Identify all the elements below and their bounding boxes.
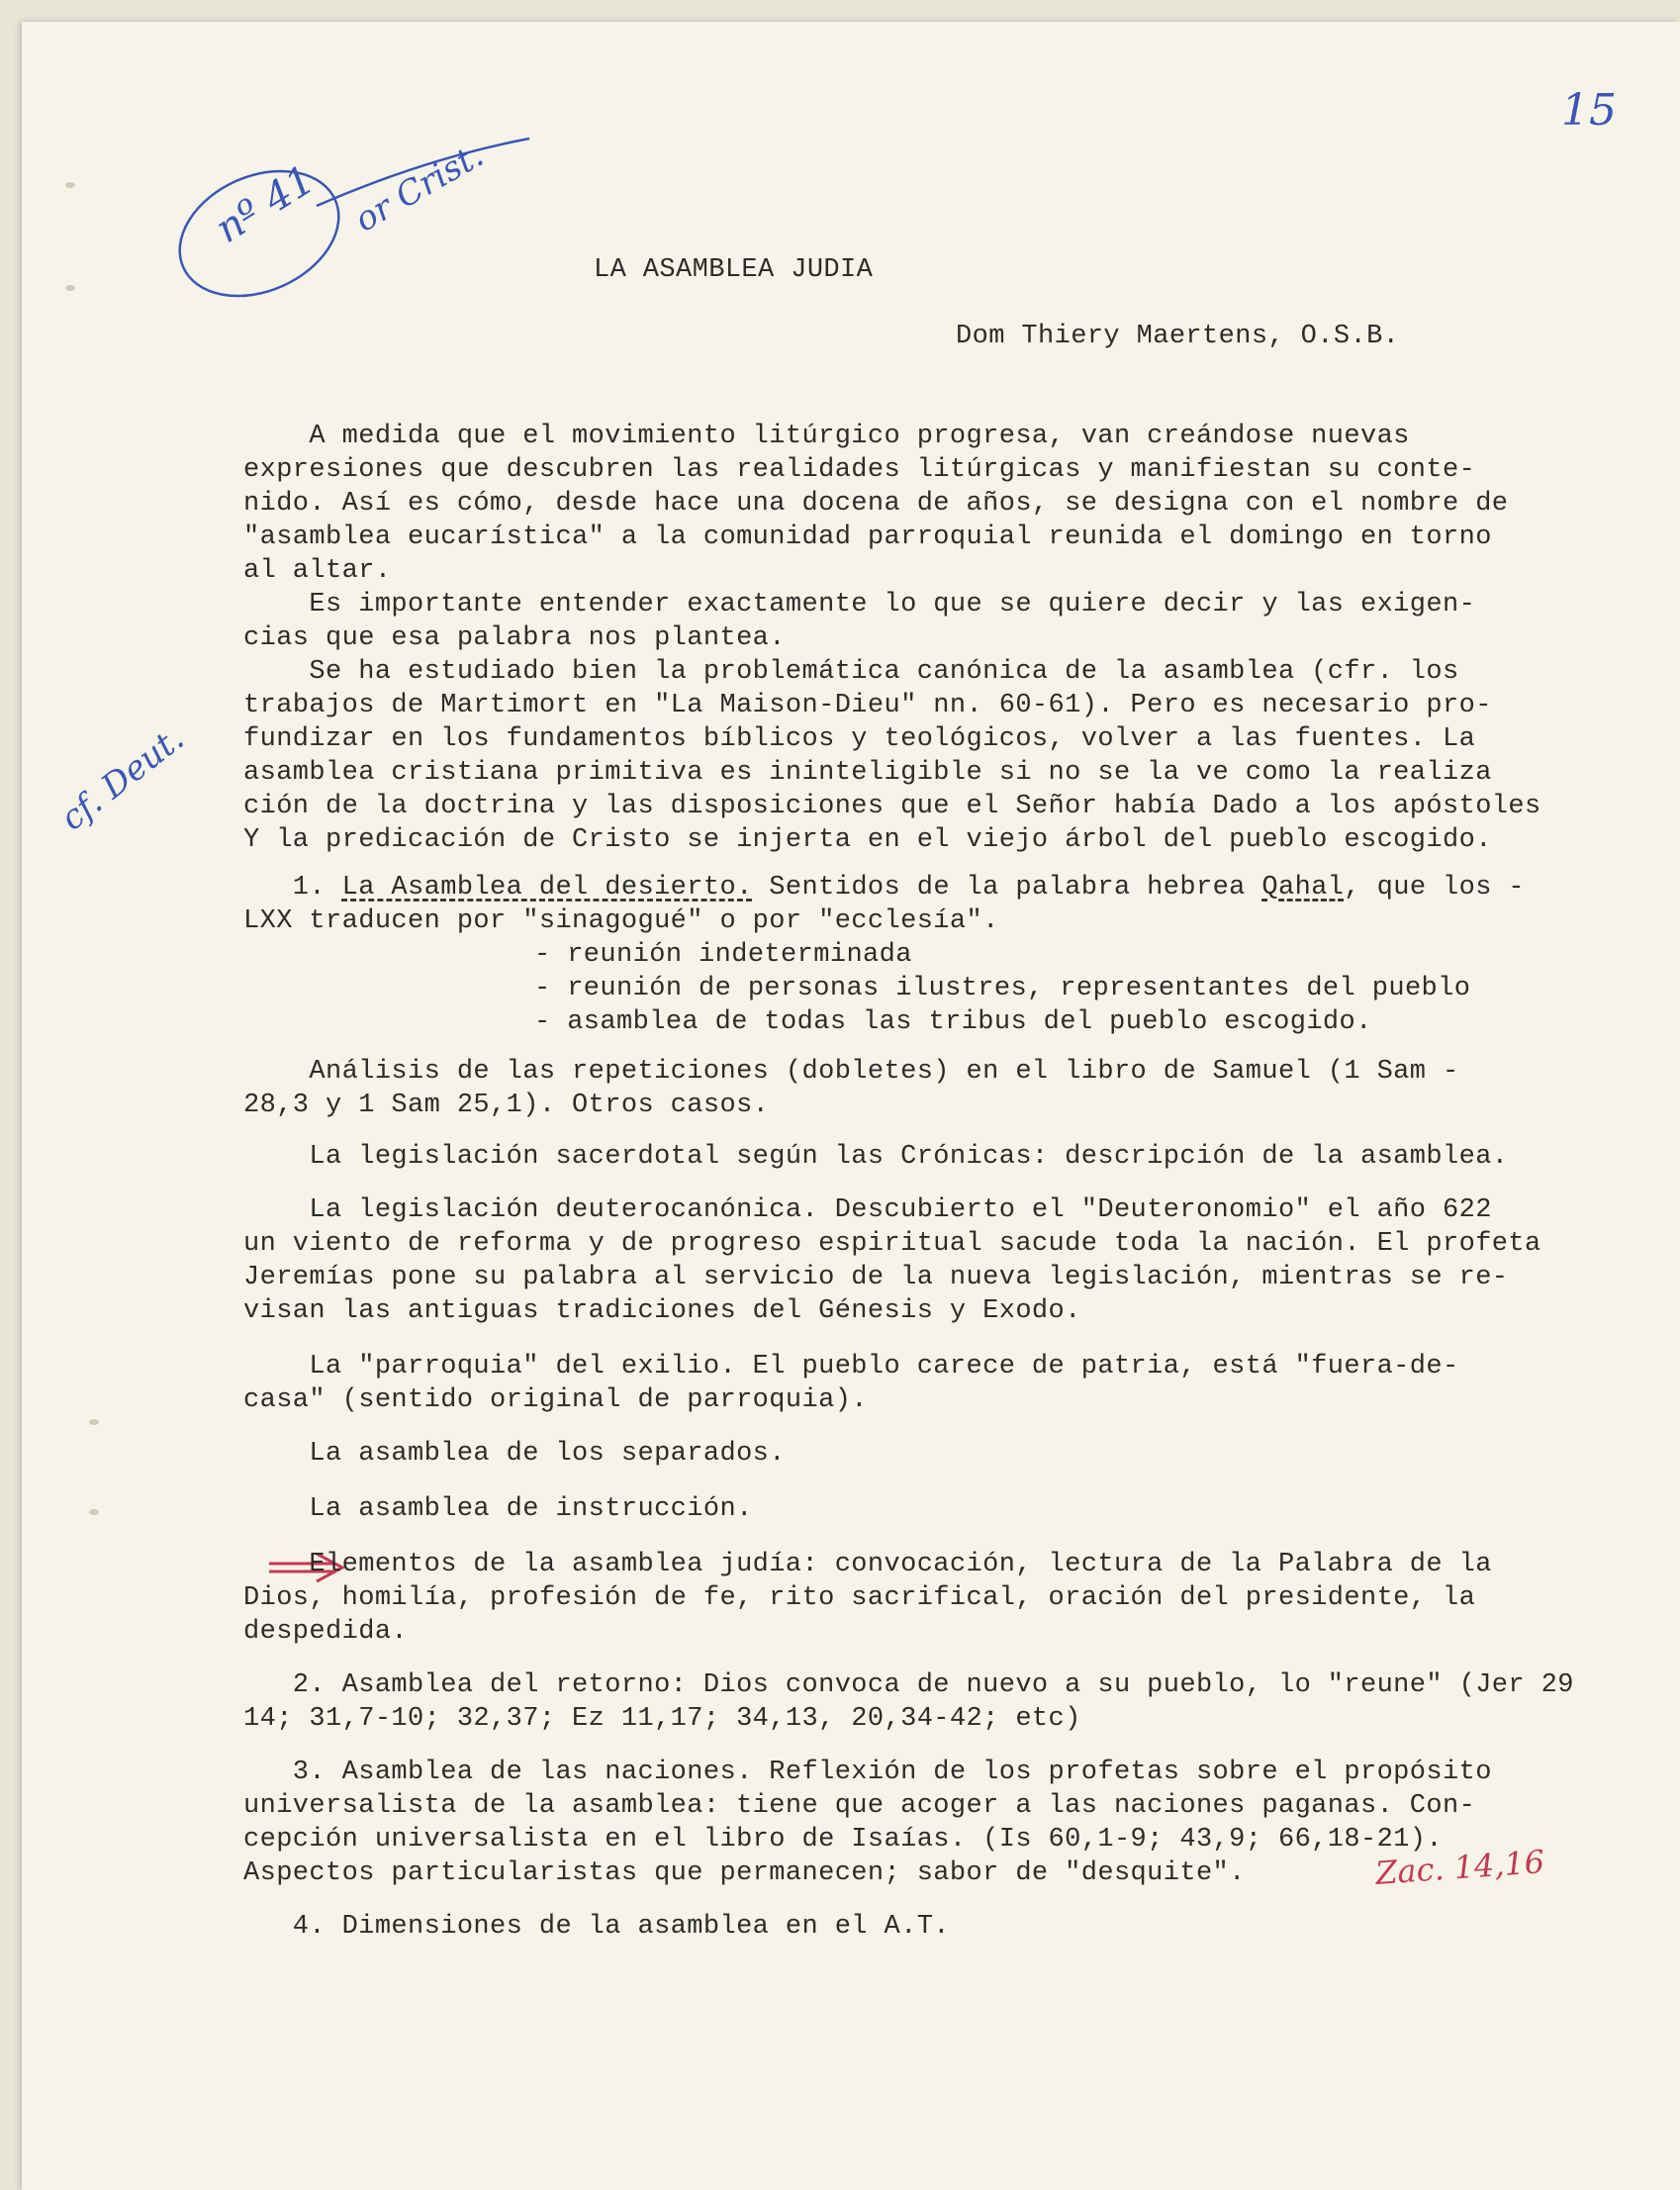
paragraph-line: un viento de reforma y de progreso espiritual sacude toda la nación. El profeta [243, 1229, 1541, 1259]
paragraph-line: 14; 31,7-10; 32,37; Ez 11,17; 34,13, 20,34-42; etc) [243, 1704, 1081, 1734]
bullet-item: - asamblea de todas las tribus del pueblo escogido. [534, 1007, 1372, 1037]
paragraph-line: Elementos de la asamblea judía: convocación, lectura de la Palabra de la [243, 1550, 1492, 1579]
section-1-line [243, 871, 1525, 905]
intro-line: Es importante entender exactamente lo que se quiere decir y las exigen- [243, 590, 1476, 619]
paragraph-line: Dios, homilía, profesión de fe, rito sacrifical, oración del presidente, la [243, 1583, 1476, 1613]
section-heading: La Asamblea del desierto. [341, 873, 753, 903]
zac-note: Zac. 14,16 [1373, 1843, 1546, 1892]
paragraph-line: La asamblea de instrucción. [243, 1494, 753, 1524]
intro-line: expresiones que descubren las realidades litúrgicas y manifiestan su conte- [243, 455, 1476, 485]
intro-line: cias que esa palabra nos plantea. [243, 623, 786, 653]
page-title: LA ASAMBLEA JUDIA [594, 255, 874, 285]
intro-line: asamblea cristiana primitiva es ininteligible si no se la ve como la realiza [243, 758, 1492, 788]
paragraph-line: 3. Asamblea de las naciones. Reflexión de los profetas sobre el propósito [243, 1758, 1492, 1787]
bullet-item: - reunión indeterminada [534, 940, 912, 970]
paragraph-line: Análisis de las repeticiones (dobletes) en el libro de Samuel (1 Sam - [243, 1057, 1459, 1087]
circle-note-suffix: or Crist. [348, 135, 491, 240]
paragraph-line: visan las antiguas tradiciones del Génesis y Exodo. [243, 1296, 1081, 1326]
section-text: , que los - [1344, 873, 1526, 903]
paragraph-line: La legislación deuterocanónica. Descubierto el "Deuteronomio" el año 622 [243, 1195, 1492, 1225]
intro-line: ción de la doctrina y las disposiciones que el Señor había Dado a los apóstoles [243, 792, 1541, 821]
intro-line: "asamblea eucarística" a la comunidad parroquial reunida el domingo en torno [243, 523, 1492, 552]
paragraph-line: La legislación sacerdotal según las Crónicas: descripción de la asamblea. [243, 1142, 1509, 1172]
paragraph-line: Aspectos particularistas que permanecen; sabor de "desquite". [243, 1858, 1246, 1888]
intro-line: fundizar en los fundamentos bíblicos y teológicos, volver a las fuentes. La [243, 724, 1476, 754]
intro-line: trabajos de Martimort en "La Maison-Dieu" nn. 60-61). Pero es necesario pro- [243, 691, 1492, 720]
paragraph-line: cepción universalista en el libro de Isaías. (Is 60,1-9; 43,9; 66,18-21). [243, 1825, 1443, 1855]
section-1-line: LXX traducen por "sinagogué" o por "ecclesía". [243, 906, 999, 936]
intro-line: Y la predicación de Cristo se injerta en el viejo árbol del pueblo escogido. [243, 825, 1492, 855]
paragraph-line: casa" (sentido original de parroquia). [243, 1385, 868, 1415]
paragraph-line: 4. Dimensiones de la asamblea en el A.T. [243, 1912, 950, 1942]
paragraph-line: La asamblea de los separados. [243, 1439, 786, 1469]
side-note: cf. Deut. [53, 718, 192, 839]
intro-line: al altar. [243, 556, 392, 586]
hebrew-term: Qahal [1261, 873, 1345, 903]
paragraph-line: Jeremías pone su palabra al servicio de la nueva legislación, mientras se re- [243, 1263, 1509, 1292]
paragraph-line: despedida. [243, 1617, 409, 1647]
page-number: 15 [1561, 85, 1617, 136]
section-text: Sentidos de la palabra hebrea [752, 873, 1262, 903]
author-line: Dom Thiery Maertens, O.S.B. [956, 322, 1400, 351]
bullet-item: - reunión de personas ilustres, representantes del pueblo [534, 974, 1471, 1003]
paragraph-line: universalista de la asamblea: tiene que acoger a las naciones paganas. Con- [243, 1791, 1476, 1821]
intro-line: A medida que el movimiento litúrgico progresa, van creándose nuevas [243, 422, 1410, 451]
section-number: 1. [243, 873, 342, 903]
paragraph-line: 2. Asamblea del retorno: Dios convoca de nuevo a su pueblo, lo "reune" (Jer 29 [243, 1670, 1574, 1700]
circle-note: nº 41 [208, 156, 324, 253]
intro-line: Se ha estudiado bien la problemática canónica de la asamblea (cfr. los [243, 657, 1459, 687]
intro-line: nido. Así es cómo, desde hace una docena de años, se designa con el nombre de [243, 489, 1509, 519]
paragraph-line: 28,3 y 1 Sam 25,1). Otros casos. [243, 1091, 770, 1120]
paragraph-line: La "parroquia" del exilio. El pueblo carece de patria, está "fuera-de- [243, 1352, 1459, 1381]
